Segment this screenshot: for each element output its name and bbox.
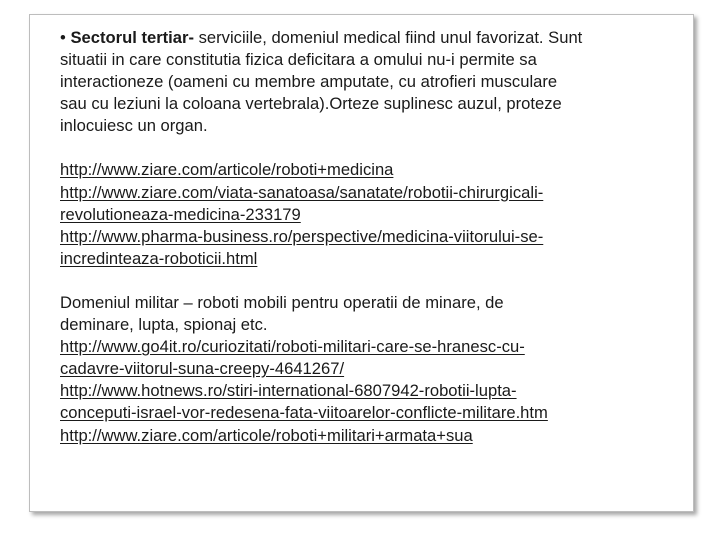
- paragraph-line: [60, 27, 660, 49]
- paragraph-line: inlocuiesc un organ.: [60, 116, 208, 136]
- link-pharma-business[interactable]: http://www.pharma-business.ro/perspective/medicina-viitorului-se-: [60, 226, 544, 246]
- paragraph-line: situatii in care constitutia fizica deficitara a omului nu-i permite sa: [60, 50, 537, 70]
- paragraph-line: Domeniul militar – roboti mobili pentru operatii de minare, de: [60, 292, 504, 312]
- link-hotnews-robotii-lupta[interactable]: http://www.hotnews.ro/stiri-international-6807942-robotii-lupta-: [60, 381, 517, 401]
- paragraph-tertiary-sector: [60, 27, 660, 137]
- paragraph-line: deminare, lupta, spionaj etc.: [60, 315, 268, 335]
- link-hotnews-robotii-lupta-cont[interactable]: conceputi-israel-vor-redesena-fata-viitoarelor-conflicte-militare.htm: [60, 403, 548, 423]
- military-links: [60, 336, 660, 446]
- paragraph-military: [60, 292, 660, 336]
- paragraph-text: serviciile, domeniul medical fiind unul favorizat. Sunt: [194, 28, 583, 47]
- bold-heading: Sectorul tertiar-: [70, 28, 194, 47]
- link-go4it-roboti-militari[interactable]: http://www.go4it.ro/curiozitati/roboti-militari-care-se-hranesc-cu-: [60, 337, 525, 357]
- link-ziare-roboti-medicina[interactable]: http://www.ziare.com/articole/roboti+medicina: [60, 160, 394, 180]
- spacer: [60, 137, 660, 159]
- link-go4it-roboti-militari-cont[interactable]: cadavre-viitorul-suna-creepy-4641267/: [60, 359, 345, 379]
- link-pharma-business-cont[interactable]: incredinteaza-roboticii.html: [60, 248, 258, 268]
- bullet: •: [60, 28, 66, 47]
- paragraph-line: sau cu leziuni la coloana vertebrala).Orteze suplinesc auzul, proteze: [60, 94, 562, 114]
- link-ziare-roboti-militari[interactable]: http://www.ziare.com/articole/roboti+militari+armata+sua: [60, 425, 473, 445]
- medical-links: [60, 159, 660, 269]
- paragraph-line: interactioneze (oameni cu membre amputate, cu atrofieri musculare: [60, 72, 558, 92]
- spacer: [60, 270, 660, 292]
- slide-content: [60, 27, 660, 447]
- link-robotii-chirurgicali-cont[interactable]: revolutioneaza-medicina-233179: [60, 204, 301, 224]
- link-robotii-chirurgicali[interactable]: http://www.ziare.com/viata-sanatoasa/sanatate/robotii-chirurgicali-: [60, 182, 544, 202]
